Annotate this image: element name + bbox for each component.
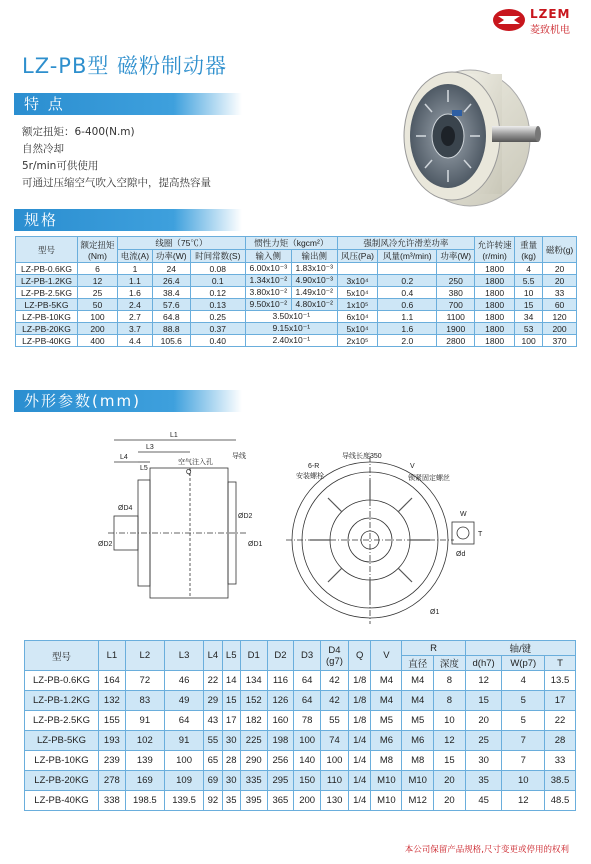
label-d4: ØD4 xyxy=(118,505,133,512)
value-cell: 30 xyxy=(222,731,240,751)
col-torque: 额定扭矩(Nm) xyxy=(77,237,117,263)
model-cell: LZ-PB-20KG xyxy=(25,771,99,791)
feature-item: 额定扭矩：6-400(N.m) xyxy=(22,126,135,138)
value-cell: 28 xyxy=(545,731,576,751)
value-cell: 55 xyxy=(204,731,222,751)
value-cell: 109 xyxy=(164,771,203,791)
dimension-table: 型号 L1 L2 L3 L4 L5 D1 D2 D3 D4 (g7) Q V R 轴/键 直径 深度 d(h7) W(p7) T LZ-PB-0.6KG 164 72 46 22 14 134 116 64 42 1/8 M4 M4 8 12 4 13.5 LZ-PB-1.2KG 132 83 49 29 15 152 126 64 42 1/8 M4 M4 8 15 5 17 LZ-PB-2.5KG 155 91 64 43 17 182 160 78 55 1/8 M5 M5 10 20 5 22 LZ-PB-5KG 193 102 91 55 30 225 198 100 74 1/4 M6 M6 12 25 7 28 LZ-PB-10KG 239 139 100 65 28 290 256 140 100 1/4 M8 M8 15 30 7 33 LZ-PB-20KG 278 169 109 69 30 335 295 150 110 1/4 M10 M10 20 35 10 38.5 LZ-PB-40KG 338 198.5 139.5 92 35 395 365 200 130 1/4 M10 M12 20 45 12 48.5 xyxy=(24,640,576,811)
feature-item: 5r/min可供使用 xyxy=(22,160,99,172)
value-cell: 295 xyxy=(267,771,294,791)
value-cell: 78 xyxy=(294,711,321,731)
value-cell: M4 xyxy=(402,671,434,691)
value-cell: 1/8 xyxy=(348,691,371,711)
value-cell: 1/4 xyxy=(348,751,371,771)
value-cell: 13.5 xyxy=(545,671,576,691)
value-cell: 160 xyxy=(267,711,294,731)
col-inertia: 惯性力矩（kgcm²） xyxy=(245,237,337,250)
col-pressure: 风压(Pa) xyxy=(337,250,378,263)
label-l1: L1 xyxy=(170,432,178,439)
col-power: 功率(W) xyxy=(152,250,190,263)
table-row: LZ-PB-40KG 400 4.4 105.6 0.40 2.40x10⁻¹ 2x10⁵ 2.0 2800 1800 100 370 xyxy=(16,335,577,347)
table-row: LZ-PB-10KG 100 2.7 64.8 0.25 3.50x10⁻¹ 6x10⁴ 1.1 1100 1800 34 120 xyxy=(16,311,577,323)
value-cell: M10 xyxy=(371,791,402,811)
value-cell: 4 xyxy=(502,671,545,691)
value-cell: 193 xyxy=(99,731,126,751)
value-cell: 365 xyxy=(267,791,294,811)
value-cell: M10 xyxy=(402,771,434,791)
value-cell: 20 xyxy=(434,791,466,811)
col-speed: 允许转速(r/min) xyxy=(475,237,515,263)
table-row: LZ-PB-20KG 200 3.7 88.8 0.37 9.15x10⁻¹ 5x10⁴ 1.6 1900 1800 53 200 xyxy=(16,323,577,335)
value-cell: 74 xyxy=(320,731,348,751)
value-cell: 1/4 xyxy=(348,791,371,811)
label-lock-screw: 锁紧固定螺丝 xyxy=(408,475,450,482)
value-cell: 15 xyxy=(434,751,466,771)
value-cell: 17 xyxy=(222,711,240,731)
value-cell: 132 xyxy=(99,691,126,711)
col-airflow: 风量(m³/min) xyxy=(378,250,437,263)
section-dimensions-header: 外形参数(mm) xyxy=(14,390,242,412)
value-cell: 110 xyxy=(320,771,348,791)
brake-product-image xyxy=(392,60,542,210)
value-cell: 64 xyxy=(164,711,203,731)
value-cell: 35 xyxy=(222,791,240,811)
label-d2-right: ØD2 xyxy=(238,513,253,520)
value-cell: 1/4 xyxy=(348,731,371,751)
value-cell: 43 xyxy=(204,711,222,731)
value-cell: 8 xyxy=(434,671,466,691)
feature-item: 可通过压缩空气吹入空隙中，提高热容量 xyxy=(22,177,211,189)
value-cell: 10 xyxy=(502,771,545,791)
section-features-header: 特 点 xyxy=(14,93,242,115)
value-cell: 22 xyxy=(545,711,576,731)
value-cell: 150 xyxy=(294,771,321,791)
value-cell: 256 xyxy=(267,751,294,771)
value-cell: 338 xyxy=(99,791,126,811)
value-cell: 169 xyxy=(125,771,164,791)
label-shaft-d: Ød xyxy=(456,551,466,558)
value-cell: 134 xyxy=(240,671,267,691)
col-output: 输出侧 xyxy=(291,250,337,263)
brand-logo xyxy=(492,6,584,36)
value-cell: 15 xyxy=(465,691,502,711)
value-cell: M5 xyxy=(402,711,434,731)
value-cell: 225 xyxy=(240,731,267,751)
footer-disclaimer: 本公司保留产品规格,尺寸变更或停用的权利 xyxy=(404,845,569,855)
value-cell: M10 xyxy=(371,771,402,791)
value-cell: 198.5 xyxy=(125,791,164,811)
features-list xyxy=(22,124,211,192)
value-cell: 64 xyxy=(294,671,321,691)
value-cell: 12 xyxy=(434,731,466,751)
dimension-drawing xyxy=(90,418,490,628)
label-air-port: 空气注入孔 xyxy=(178,459,213,466)
table-row xyxy=(25,711,576,731)
col-coil: 线圈（75℃） xyxy=(117,237,245,250)
brand-name: LZEM xyxy=(530,7,571,21)
value-cell: M6 xyxy=(402,731,434,751)
label-q: Q xyxy=(186,469,192,476)
value-cell: 395 xyxy=(240,791,267,811)
label-wire-length: 导线长度350 xyxy=(342,453,382,460)
feature-item: 自然冷却 xyxy=(22,143,64,155)
label-mount-bolt: 安装螺栓 xyxy=(296,473,324,480)
value-cell: 25 xyxy=(465,731,502,751)
value-cell: 22 xyxy=(204,671,222,691)
value-cell: 49 xyxy=(164,691,203,711)
value-cell: 12 xyxy=(502,791,545,811)
value-cell: 290 xyxy=(240,751,267,771)
value-cell: 12 xyxy=(465,671,502,691)
table-row xyxy=(25,671,576,691)
value-cell: 139 xyxy=(125,751,164,771)
value-cell: 1/8 xyxy=(348,671,371,691)
value-cell: 5 xyxy=(502,691,545,711)
value-cell: 20 xyxy=(465,711,502,731)
col-time-const: 时间常数(S) xyxy=(190,250,245,263)
label-l4: L4 xyxy=(120,454,128,461)
col-cooling: 强制风冷允许滑差功率 xyxy=(337,237,474,250)
value-cell: M8 xyxy=(402,751,434,771)
table-row xyxy=(25,731,576,751)
value-cell: 55 xyxy=(320,711,348,731)
value-cell: 10 xyxy=(434,711,466,731)
value-cell: 42 xyxy=(320,691,348,711)
value-cell: 48.5 xyxy=(545,791,576,811)
value-cell: 198 xyxy=(267,731,294,751)
dimension-table-body xyxy=(25,671,576,811)
value-cell: 5 xyxy=(502,711,545,731)
value-cell: 33 xyxy=(545,751,576,771)
value-cell: 1/4 xyxy=(348,771,371,791)
brand-subtitle: 菱致机电 xyxy=(530,25,570,36)
value-cell: M6 xyxy=(371,731,402,751)
model-cell: LZ-PB-0.6KG xyxy=(25,671,99,691)
value-cell: 38.5 xyxy=(545,771,576,791)
value-cell: 182 xyxy=(240,711,267,731)
value-cell: 140 xyxy=(294,751,321,771)
value-cell: 42 xyxy=(320,671,348,691)
value-cell: 35 xyxy=(465,771,502,791)
page-title: LZ-PB型 磁粉制动器 xyxy=(22,54,228,78)
value-cell: 116 xyxy=(267,671,294,691)
model-cell: LZ-PB-1.2KG xyxy=(25,691,99,711)
value-cell: 65 xyxy=(204,751,222,771)
value-cell: M5 xyxy=(371,711,402,731)
value-cell: 8 xyxy=(434,691,466,711)
value-cell: M12 xyxy=(402,791,434,811)
value-cell: 1/8 xyxy=(348,711,371,731)
label-d1: ØD1 xyxy=(248,541,263,548)
label-l3: L3 xyxy=(146,444,154,451)
col-powder: 磁粉(g) xyxy=(543,237,577,263)
table-row: LZ-PB-2.5KG 25 1.6 38.4 0.12 3.80x10⁻² 1.49x10⁻² 5x10⁴ 0.4 380 1800 10 33 xyxy=(16,287,577,299)
label-6r: 6-R xyxy=(308,463,320,470)
label-w: W xyxy=(460,511,467,518)
value-cell: 100 xyxy=(164,751,203,771)
value-cell: M4 xyxy=(402,691,434,711)
value-cell: 239 xyxy=(99,751,126,771)
table-row xyxy=(25,691,576,711)
value-cell: 15 xyxy=(222,691,240,711)
value-cell: 152 xyxy=(240,691,267,711)
value-cell: 83 xyxy=(125,691,164,711)
col-model: 型号 xyxy=(16,237,78,263)
value-cell: M8 xyxy=(371,751,402,771)
value-cell: 30 xyxy=(222,771,240,791)
col-input: 输入侧 xyxy=(245,250,291,263)
value-cell: 130 xyxy=(320,791,348,811)
value-cell: 17 xyxy=(545,691,576,711)
col-current: 电流(A) xyxy=(117,250,152,263)
value-cell: 200 xyxy=(294,791,321,811)
label-d2-left: ØD2 xyxy=(98,541,113,548)
value-cell: 139.5 xyxy=(164,791,203,811)
table-row: LZ-PB-1.2KG 12 1.1 26.4 0.1 1.34x10⁻² 4.90x10⁻³ 3x10⁴ 0.2 250 1800 5.5 20 xyxy=(16,275,577,287)
value-cell: 335 xyxy=(240,771,267,791)
label-v: V xyxy=(410,463,415,470)
col-cool-power: 功率(W) xyxy=(437,250,475,263)
value-cell: 92 xyxy=(204,791,222,811)
value-cell: 126 xyxy=(267,691,294,711)
brand-logo-icon xyxy=(492,8,526,32)
value-cell: 46 xyxy=(164,671,203,691)
label-l5: L5 xyxy=(140,465,148,472)
value-cell: 100 xyxy=(320,751,348,771)
model-cell: LZ-PB-5KG xyxy=(25,731,99,751)
value-cell: 7 xyxy=(502,751,545,771)
value-cell: 102 xyxy=(125,731,164,751)
table-row: LZ-PB-0.6KG 6 1 24 0.08 6.00x10⁻³ 1.83x10⁻³ 1800 4 20 xyxy=(16,263,577,275)
table-row xyxy=(25,791,576,811)
value-cell: 14 xyxy=(222,671,240,691)
label-t: T xyxy=(478,531,483,538)
value-cell: 29 xyxy=(204,691,222,711)
value-cell: 28 xyxy=(222,751,240,771)
value-cell: 30 xyxy=(465,751,502,771)
value-cell: 20 xyxy=(434,771,466,791)
section-specs-header: 规格 xyxy=(14,209,242,231)
value-cell: 69 xyxy=(204,771,222,791)
value-cell: 45 xyxy=(465,791,502,811)
table-row xyxy=(25,771,576,791)
model-cell: LZ-PB-10KG xyxy=(25,751,99,771)
label-wire: 导线 xyxy=(232,453,246,460)
value-cell: 164 xyxy=(99,671,126,691)
value-cell: M4 xyxy=(371,691,402,711)
value-cell: 155 xyxy=(99,711,126,731)
value-cell: M4 xyxy=(371,671,402,691)
model-cell: LZ-PB-40KG xyxy=(25,791,99,811)
model-cell: LZ-PB-2.5KG xyxy=(25,711,99,731)
value-cell: 278 xyxy=(99,771,126,791)
value-cell: 7 xyxy=(502,731,545,751)
spec-table xyxy=(15,236,577,347)
value-cell: 72 xyxy=(125,671,164,691)
value-cell: 100 xyxy=(294,731,321,751)
label-d1-front: Ø1 xyxy=(430,609,440,616)
value-cell: 91 xyxy=(125,711,164,731)
table-row xyxy=(25,751,576,771)
value-cell: 64 xyxy=(294,691,321,711)
col-weight: 重量(kg) xyxy=(515,237,543,263)
table-row: LZ-PB-5KG 50 2.4 57.6 0.13 9.50x10⁻² 4.80x10⁻² 1x10⁵ 0.6 700 1800 15 60 xyxy=(16,299,577,311)
value-cell: 91 xyxy=(164,731,203,751)
